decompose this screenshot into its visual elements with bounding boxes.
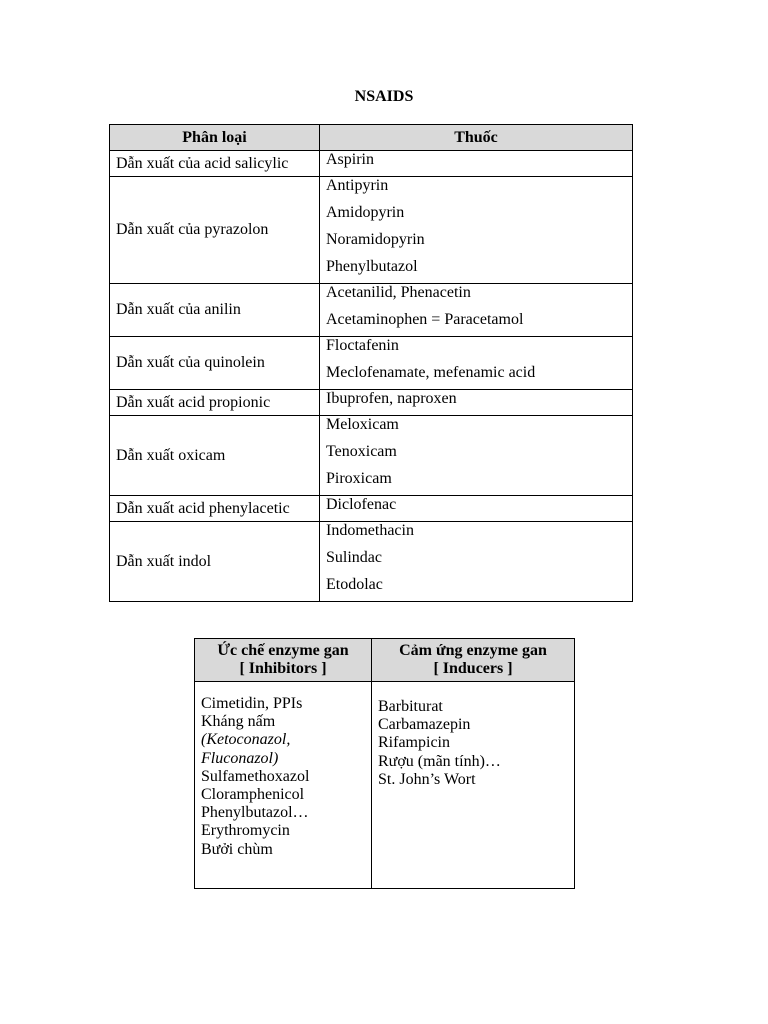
enzyme-content-row	[195, 682, 575, 889]
drug-name: Indomethacin	[326, 522, 414, 539]
classification-cell: Dẫn xuất acid phenylacetic	[110, 496, 320, 522]
document-title: NSAIDS	[354, 88, 414, 105]
drug-name: Meclofenamate, mefenamic acid	[326, 364, 536, 381]
list-item: Cimetidin, PPIs	[201, 695, 303, 712]
inhibitors-header-title: Ức chế enzyme gan	[217, 642, 349, 659]
drug-name: Meloxicam	[326, 416, 399, 433]
drug-name: Sulindac	[326, 549, 382, 566]
table-row	[110, 522, 633, 602]
table-row	[110, 496, 633, 522]
nsaids-header-row	[110, 125, 633, 151]
drugs-cell	[320, 522, 633, 602]
list-item: Fluconazol)	[201, 749, 279, 767]
header-classification: Phân loại	[110, 125, 320, 151]
table-row	[110, 390, 633, 416]
list-item: St. John’s Wort	[378, 770, 476, 788]
classification-cell: Dẫn xuất acid propionic	[110, 390, 320, 416]
drug-name: Ibuprofen, naproxen	[326, 390, 457, 407]
drug-name: Etodolac	[326, 576, 383, 593]
list-item: Sulfamethoxazol	[201, 767, 310, 785]
drugs-cell	[320, 284, 633, 337]
inhibitors-list	[195, 682, 372, 889]
list-item: Rượu (mãn tính)…	[378, 752, 501, 770]
list-item: Kháng nấm	[201, 713, 276, 731]
classification-cell: Dẫn xuất của anilin	[110, 284, 320, 337]
drugs-cell	[320, 416, 633, 496]
drug-name: Diclofenac	[326, 496, 397, 513]
drug-name: Phenylbutazol	[326, 258, 418, 275]
list-item: Carbamazepin	[378, 716, 471, 734]
drug-name: Aspirin	[326, 151, 374, 168]
classification-cell: Dẫn xuất oxicam	[110, 416, 320, 496]
classification-cell: Dẫn xuất của quinolein	[110, 337, 320, 390]
table-row	[110, 151, 633, 177]
header-inducers	[372, 639, 575, 682]
classification-cell: Dẫn xuất của acid salicylic	[110, 151, 320, 177]
list-item: Barbiturat	[378, 698, 443, 715]
list-item: Phenylbutazol…	[201, 804, 309, 822]
list-item: Rifampicin	[378, 734, 450, 752]
header-drugs: Thuốc	[320, 125, 633, 151]
table-row	[110, 337, 633, 390]
drugs-cell	[320, 390, 633, 416]
drug-name: Antipyrin	[326, 177, 389, 194]
inducers-header-subtitle: [ Inducers ]	[433, 660, 513, 677]
inducers-header-title: Cảm ứng enzyme gan	[399, 642, 547, 659]
inhibitors-header-subtitle: [ Inhibitors ]	[239, 660, 327, 677]
header-inhibitors	[195, 639, 372, 682]
table-row	[110, 416, 633, 496]
classification-cell: Dẫn xuất indol	[110, 522, 320, 602]
list-item: (Ketoconazol,	[201, 731, 291, 749]
table-row	[110, 284, 633, 337]
table-row	[110, 177, 633, 284]
drug-name: Noramidopyrin	[326, 231, 425, 248]
list-item: Bưởi chùm	[201, 840, 273, 858]
drugs-cell	[320, 177, 633, 284]
list-item: Erythromycin	[201, 822, 290, 840]
nsaids-table	[109, 124, 633, 602]
drugs-cell	[320, 151, 633, 177]
enzyme-header-row	[195, 639, 575, 682]
drug-name: Floctafenin	[326, 337, 399, 354]
drug-name: Piroxicam	[326, 470, 392, 487]
classification-cell: Dẫn xuất của pyrazolon	[110, 177, 320, 284]
inducers-list	[372, 682, 575, 889]
drug-name: Acetaminophen = Paracetamol	[326, 311, 524, 328]
list-item: Cloramphenicol	[201, 786, 305, 804]
drugs-cell	[320, 496, 633, 522]
drugs-cell	[320, 337, 633, 390]
nsaids-table-body	[110, 151, 633, 602]
drug-name: Tenoxicam	[326, 443, 397, 460]
drug-name: Amidopyrin	[326, 204, 405, 221]
enzyme-table	[194, 638, 575, 889]
drug-name: Acetanilid, Phenacetin	[326, 284, 471, 301]
